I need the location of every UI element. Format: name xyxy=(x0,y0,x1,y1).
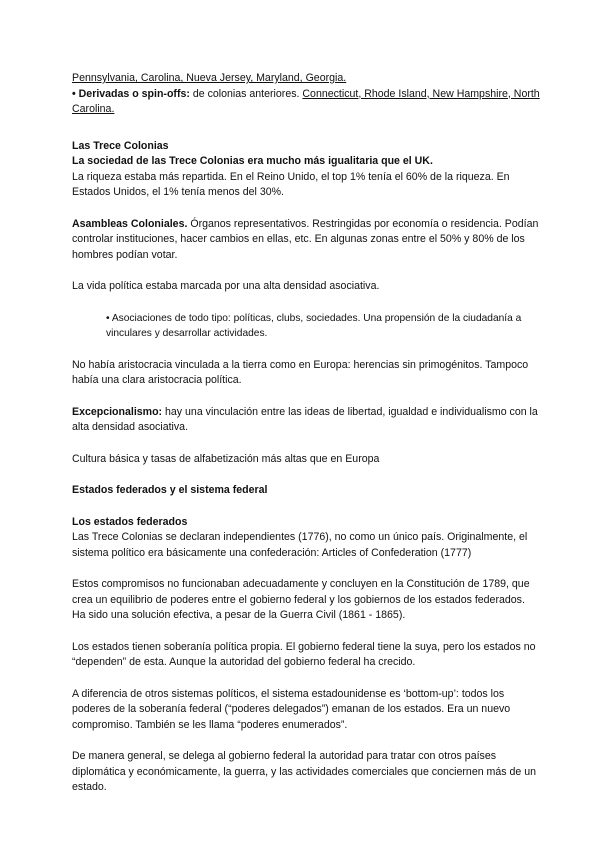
trece-colonias-title: Las Trece Colonias xyxy=(72,139,169,152)
excepcionalismo-label: Excepcionalismo: xyxy=(72,405,163,418)
colonies-list-line xyxy=(72,71,540,87)
asociaciones-bullet: • Asociaciones de todo tipo: políticas, clubs, sociedades. Una propensión de la ciudadanía a vinculares y desarrollar actividades. xyxy=(106,312,522,339)
estados-paragraph-2: Estos compromisos no funcionaban adecuadamente y concluyen en la Constitución de 1789, que crea un equilibrio de poderes entre el gobierno federal y los gobiernos de los estados federados. Ha sido una solución efectiva, a pesar de la Guerra Civil (1861 - 1865). xyxy=(72,578,530,621)
excepcionalismo-paragraph xyxy=(72,405,540,436)
asambleas-paragraph xyxy=(72,217,540,264)
spinoffs-list: Connecticut, Rhode Island, New Hampshire, North Carolina. xyxy=(72,87,540,115)
asambleas-text: Órganos representativos. Restringidas por economía o residencia. Podían controlar instituciones, hacer cambios en ellas, etc. En algunas zonas entre el 50% y 80% de los hombres podían votar. xyxy=(72,217,539,261)
spinoffs-label: • Derivadas o spin-offs: xyxy=(72,87,190,100)
colonies-list: Pennsylvania, Carolina, Nueva Jersey, Maryland, Georgia. xyxy=(72,72,347,84)
estados-paragraph-1: Las Trece Colonias se declaran independientes (1776), no como un único país. Originalmente, el sistema político era básicamente una confederación: Articles of Confederation (1777) xyxy=(72,531,528,559)
asambleas-label: Asambleas Coloniales. xyxy=(72,217,188,230)
estados-title: Los estados federados xyxy=(72,515,188,528)
section-title: Estados federados y el sistema federal xyxy=(72,484,268,496)
excepcionalismo-text: hay una vinculación entre las ideas de libertad, igualdad e individualismo con la alta densidad asociativa. xyxy=(72,405,538,433)
spinoffs-paragraph xyxy=(72,87,540,118)
estados-paragraph-4: A diferencia de otros sistemas políticos, el sistema estadounidense es ‘bottom-up’: todos los poderes de la soberanía federal (“poderes delegados”) emanan de los estados. Era un nuevo compromiso. También se les llama “poderes enumerados”. xyxy=(72,687,511,731)
vida-politica-paragraph: La vida política estaba marcada por una alta densidad asociativa. xyxy=(72,280,380,292)
trece-colonias-subtitle: La sociedad de las Trece Colonias era mucho más igualitaria que el UK. xyxy=(72,155,433,167)
spinoffs-text: de colonias anteriores. xyxy=(189,87,303,100)
estados-paragraph-3: Los estados tienen soberanía política propia. El gobierno federal tiene la suya, pero los estados no “dependen” de esta. Aunque la autoridad del gobierno federal ha crecido. xyxy=(72,640,536,668)
riqueza-paragraph: La riqueza estaba más repartida. En el Reino Unido, el top 1% tenía el 60% de la riqueza. En Estados Unidos, el 1% tenía menos del 30%. xyxy=(72,170,510,198)
estados-paragraph-5: De manera general, se delega al gobierno federal la autoridad para tratar con otros países diplomática y económicamente, la guerra, y las actividades comerciales que conciernen más de un estado. xyxy=(72,750,537,793)
cultura-paragraph: Cultura básica y tasas de alfabetización más altas que en Europa xyxy=(72,452,380,465)
aristocracia-paragraph: No había aristocracia vinculada a la tierra como en Europa: herencias sin primogénitos. Tampoco había una clara aristocracia política. xyxy=(72,358,529,386)
